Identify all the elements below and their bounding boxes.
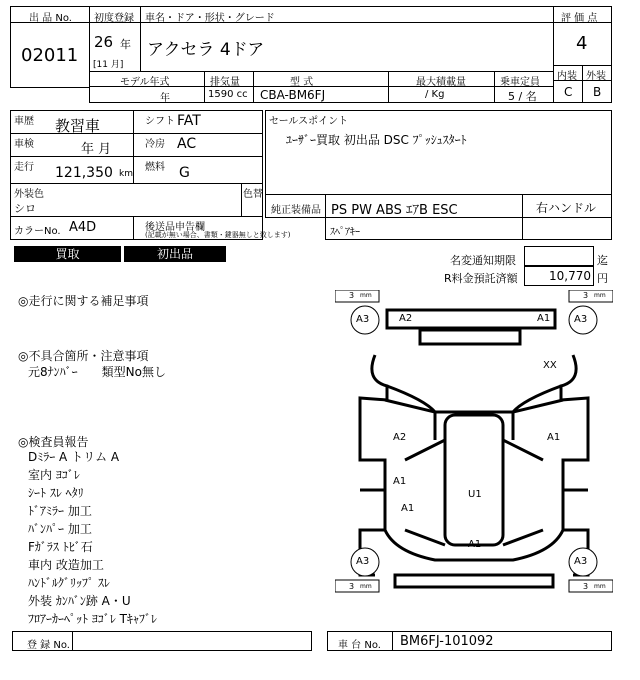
recycle-amount: 10,770 (549, 269, 591, 283)
lot-label: 出 品 No. (29, 13, 72, 24)
capacity-label: 乗車定員 (500, 77, 540, 88)
aftermarket-label: 後送品申告欄 (145, 222, 205, 233)
inspector-line: ﾊﾝﾄﾞﾙｸﾞﾘｯﾌﾟ ｽﾚ (28, 576, 110, 590)
exterior-color-cell (10, 183, 263, 217)
tire-bl: 3 (349, 582, 355, 591)
model-year-label: モデル年式 (120, 77, 170, 88)
tire-unit: mm (360, 583, 372, 590)
rating-cell (553, 22, 612, 66)
supplement-title: ◎走行に関する補足事項 (18, 294, 149, 308)
first-reg-year: 26 (94, 33, 114, 51)
ac-label: 冷房 (145, 139, 165, 150)
mileage-label: 走行 (14, 162, 34, 173)
year-suffix: 年 (120, 38, 131, 51)
inspector-line: 室内 ﾖｺﾞﾚ (28, 468, 80, 482)
color-no-cell (10, 216, 291, 240)
car-name-label: 車名・ドア・形状・グレード (145, 13, 275, 24)
displacement: 1590 cc (208, 89, 248, 100)
defects-title: ◎不具合箇所・注意事項 (18, 349, 149, 363)
extra-equipment: ｽﾍﾟｱｷｰ (330, 227, 360, 238)
sales-point: ﾕｰｻﾞｰ買取 初出品 DSC ﾌﾟｯｼｭｽﾀｰﾄ (286, 133, 467, 147)
mark-roof: U1 (468, 489, 482, 500)
registration-label: 登 録 No. (27, 640, 70, 651)
inspector-line: ｼｰﾄ ｽﾚ ﾍﾀﾘ (28, 486, 84, 500)
tire-tr: 3 (583, 291, 589, 300)
registration-row (12, 631, 312, 651)
exterior-label: 外装 (586, 71, 606, 82)
capacity: 5 / 名 (508, 90, 537, 103)
spec-values-row (89, 86, 554, 103)
exterior-label-cell (582, 65, 612, 81)
chassis: BM6FJ-101092 (400, 634, 494, 649)
inspector-line: ﾌﾛｱｰｶｰﾍﾟｯﾄ ﾖｺﾞﾚ Tｷｬﾌﾞﾚ (28, 612, 157, 626)
ac: AC (177, 136, 197, 152)
model-year-unit: 年 (160, 93, 170, 104)
name-change-box (524, 246, 594, 266)
rating-label-cell (553, 6, 612, 23)
rating-label: 評 価 点 (561, 13, 598, 24)
handle: 右ハンドル (536, 201, 597, 215)
equipment-label: 純正装備品 (271, 205, 321, 216)
color-no: A4D (69, 220, 97, 235)
recycle-unit: 円 (597, 272, 608, 285)
mileage-unit: km (119, 169, 133, 179)
car-name-label-cell (140, 6, 554, 23)
tire-tl: 3 (349, 291, 355, 300)
type-label: 型 式 (290, 77, 314, 88)
mark-door-rl: A1 (393, 476, 407, 487)
inspector-line: ﾄﾞｱﾐﾗｰ 加工 (28, 504, 92, 518)
car-name: アクセラ 4ドア (147, 40, 265, 60)
inspection: 年 月 (81, 142, 112, 157)
aftermarket-note: (記載が無い場合、書類・鍵器無しと致します) (145, 231, 291, 239)
mark-fender-r: XX (543, 360, 557, 371)
inspector-title: ◎検査員報告 (18, 435, 89, 449)
recycle-box (524, 266, 594, 286)
mileage: 121,350 (55, 165, 113, 181)
exterior-grade-cell (582, 80, 612, 103)
exterior-color-label: 外装色 (14, 189, 44, 200)
first-reg-label: 初度登録 (94, 13, 134, 24)
interior-grade-cell (553, 80, 583, 103)
shift-label: シフト (145, 116, 175, 127)
exterior-grade: B (593, 85, 602, 99)
max-load: / Kg (425, 89, 445, 100)
mark-rear-panel: A1 (468, 539, 482, 550)
max-load-label: 最大積載量 (416, 77, 466, 88)
mark-wheel-rl: A3 (356, 556, 370, 567)
lot-label-cell (10, 6, 90, 23)
displacement-label: 排気量 (210, 77, 240, 88)
first-reg-cell (89, 22, 141, 72)
tire-unit: mm (594, 292, 606, 299)
mark-wheel-fr: A3 (574, 314, 588, 325)
buyout-badge: 買取 (14, 246, 121, 262)
name-change-label: 名変通知期限 (450, 254, 516, 267)
extra-equipment-row (325, 217, 612, 240)
mark-front-bumper-l: A2 (399, 313, 413, 324)
spec-labels-row (89, 71, 554, 87)
name-change-suffix: 迄 (597, 254, 608, 267)
inspection-label: 車検 (14, 139, 34, 150)
type-code: CBA-BM6FJ (260, 88, 326, 102)
details-left-block (10, 110, 263, 184)
equipment-row (265, 194, 612, 218)
mark-door-rl2: A1 (401, 503, 415, 514)
interior-grade: C (564, 85, 573, 99)
mark-wheel-rr: A3 (574, 556, 588, 567)
equipment: PS PW ABS ｴｱB ESC (331, 203, 458, 218)
color-change-label: 色替 (243, 189, 263, 200)
tire-unit: mm (360, 292, 372, 299)
mark-door-fl: A2 (393, 432, 407, 443)
tire-br: 3 (583, 582, 589, 591)
color-no-label: カラーNo. (14, 226, 61, 237)
mark-front-bumper-r: A1 (537, 313, 551, 324)
inspector-line: Fｶﾞﾗｽ ﾄﾋﾞ石 (28, 540, 93, 554)
inspector-line: ﾊﾞﾝﾊﾟｰ 加工 (28, 522, 92, 536)
inspector-line: 車内 改造加工 (28, 558, 104, 572)
rating: 4 (576, 33, 588, 54)
chassis-label: 車 台 No. (338, 640, 381, 651)
recycle-label: R料金預託済額 (444, 272, 518, 285)
exterior-color: シロ (14, 202, 36, 215)
car-outline (335, 290, 613, 625)
mark-door-fr: A1 (547, 432, 561, 443)
history: 教習車 (55, 117, 101, 135)
history-label: 車歴 (14, 116, 34, 127)
chassis-row (327, 631, 612, 651)
first-reg-month: [11 月] (93, 60, 124, 70)
tire-unit: mm (594, 583, 606, 590)
inspector-line: 外装 ｶﾝﾊﾞﾝ跡 A・U (28, 594, 131, 608)
lot-number-cell (10, 22, 90, 88)
first-listing-badge: 初出品 (124, 246, 226, 262)
car-name-cell (140, 22, 554, 72)
lot-number: 02011 (21, 45, 79, 66)
fuel-label: 燃料 (145, 162, 165, 173)
mark-wheel-fl: A3 (356, 314, 370, 325)
sales-point-label: セールスポイント (269, 116, 349, 127)
shift: FAT (177, 113, 201, 129)
fuel: G (179, 165, 190, 181)
car-diagram (335, 290, 613, 625)
first-reg-label-cell (89, 6, 141, 23)
inspector-line: Dﾐﾗｰ A トリム A (28, 450, 120, 464)
interior-label: 内装 (557, 71, 577, 82)
interior-label-cell (553, 65, 583, 81)
sales-point-cell (265, 110, 612, 195)
defects-line: 元8ﾅﾝﾊﾞｰ 類型No無し (28, 365, 166, 379)
